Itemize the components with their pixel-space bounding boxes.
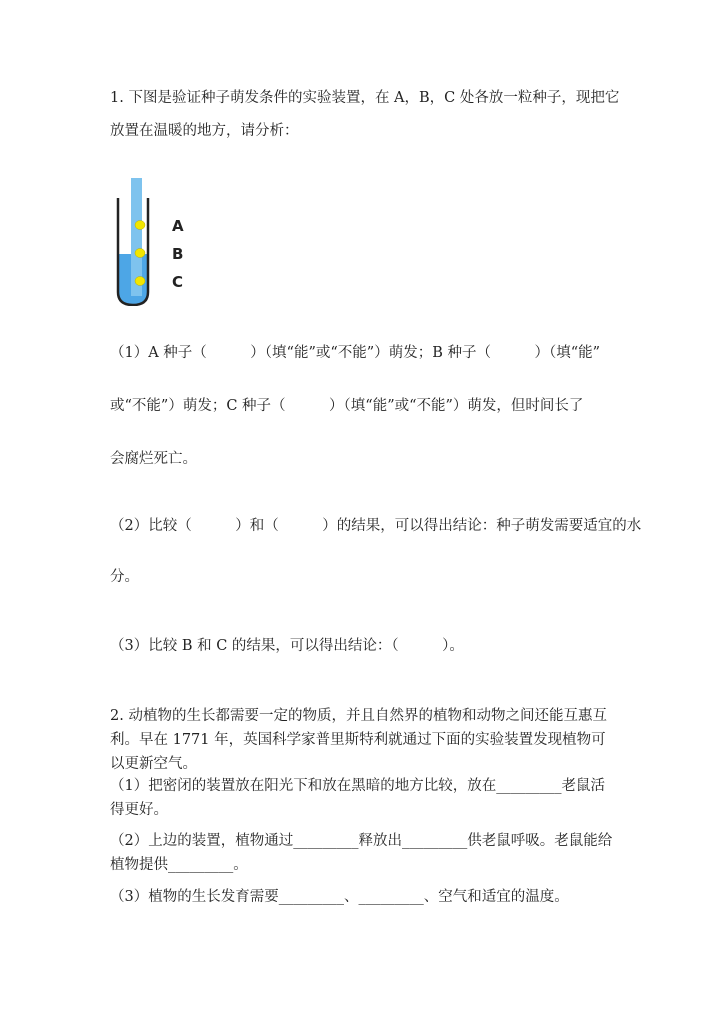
label-a: A xyxy=(172,217,184,235)
label-b: B xyxy=(172,245,184,263)
q1-part2-line2: 分。 xyxy=(110,569,139,585)
seed-germination-apparatus xyxy=(108,176,198,306)
q1-part1-line2: 或“不能”）萌发；C 种子（ ）（填“能”或“不能”）萌发，但时间长了 xyxy=(110,398,584,414)
q1-part1-line3: 会腐烂死亡。 xyxy=(110,451,197,467)
q2-part2: （2）上边的装置，植物通过_________释放出_________供老鼠呼吸。老鼠能给植物提供_________。 xyxy=(110,833,613,873)
seed-a xyxy=(135,221,145,230)
seed-b xyxy=(135,249,145,258)
q1-intro-line2: 放置在温暖的地方，请分析： xyxy=(110,123,299,139)
label-c: C xyxy=(172,273,184,291)
seed-c xyxy=(135,277,145,286)
q1-part2-line1: （2）比较（ ）和（ ）的结果，可以得出结论：种子萌发需要适宜的水 xyxy=(110,518,642,534)
q1-part3-line1: （3）比较 B 和 C 的结果，可以得出结论：（ ）。 xyxy=(110,638,464,654)
q2-part3: （3）植物的生长发育需要_________、_________、空气和适宜的温度。 xyxy=(110,889,569,905)
q2-part1: （1）把密闭的装置放在阳光下和放在黑暗的地方比较，放在_________老鼠活得更好。 xyxy=(110,778,605,818)
q1-intro-line1: 1. 下图是验证种子萌发条件的实验装置，在 A，B，C 处各放一粒种子，现把它 xyxy=(110,90,620,106)
q2-intro: 2. 动植物的生长都需要一定的物质，并且自然界的植物和动物之间还能互惠互利。早在 1771 年，英国科学家普里斯特利就通过下面的实验装置发现植物可以更新空气。 xyxy=(110,708,607,772)
q1-part1-line1: （1）A 种子（ ）（填“能”或“不能”）萌发；B 种子（ ）（填“能” xyxy=(110,345,601,361)
